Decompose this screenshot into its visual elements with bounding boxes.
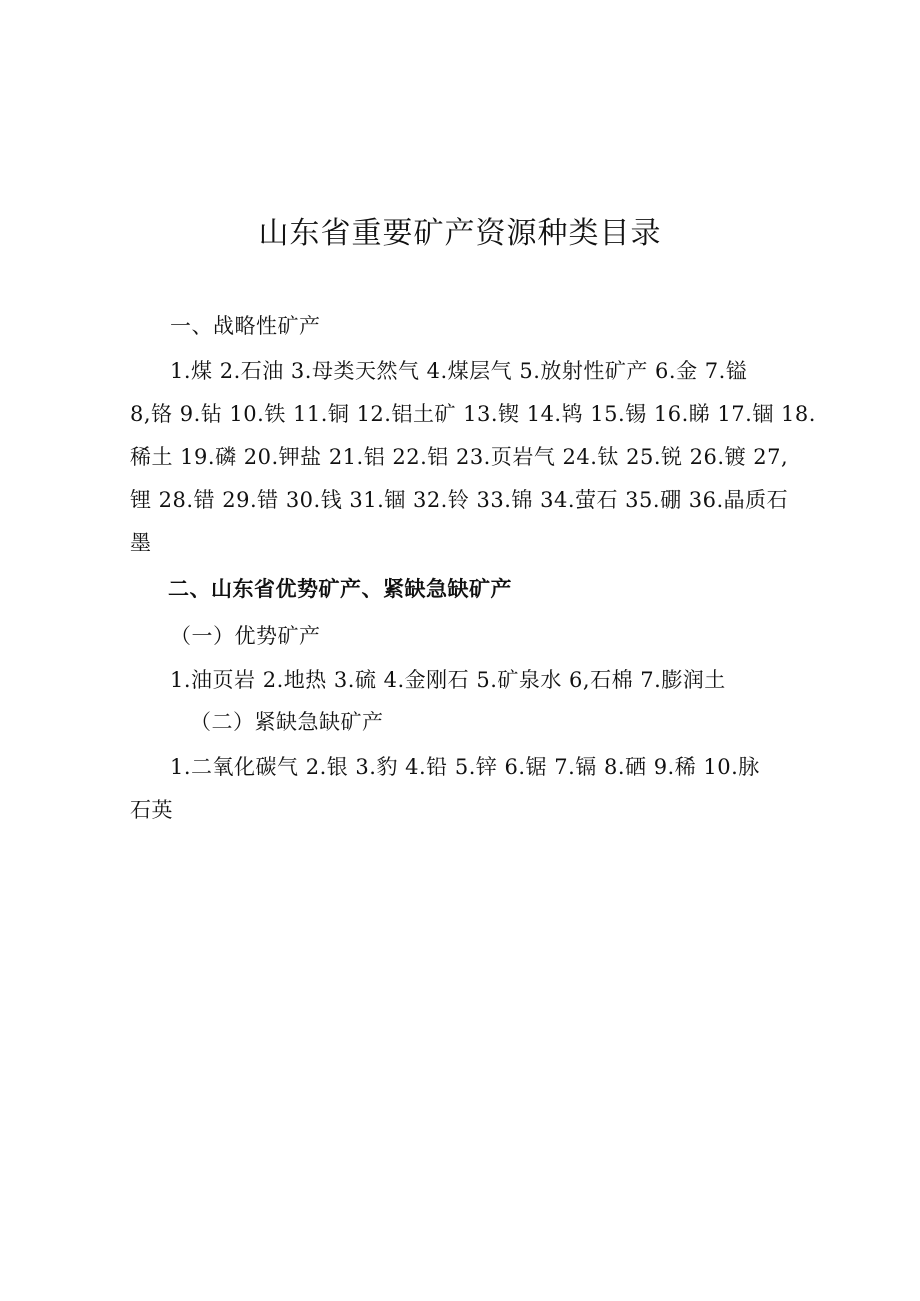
section-heading-strategic: 一、战略性矿产 [170, 314, 321, 338]
strategic-list-line: 锂 28.错 29.错 30.钱 31.锢 32.铃 33.锦 34.萤石 35.硼 36.晶质石 [130, 488, 789, 512]
strategic-list-line: 1.煤 2.石油 3.母类天然气 4.煤层气 5.放射性矿产 6.金 7.镒 [170, 359, 748, 383]
shortage-list-line: 1.二氧化碳气 2.银 3.豹 4.铅 5.锌 6.锯 7.镉 8.硒 9.稀 10.脉 [170, 755, 760, 779]
strategic-list-line: 墨 [130, 531, 152, 555]
strategic-list-line: 8,铬 9.钻 10.铁 11.铜 12.铝土矿 13.锲 14.鸨 15.锡 16.睇 17.锢 18. [130, 402, 816, 426]
subsection-heading-advantage: （一）优势矿产 [170, 624, 321, 648]
shortage-list-line: 石英 [130, 798, 173, 822]
section-heading-advantage-shortage: 二、山东省优势矿产、紧缺急缺矿产 [168, 577, 512, 601]
document-title: 山东省重要矿产资源种类目录 [258, 216, 662, 251]
advantage-list-line: 1.油页岩 2.地热 3.硫 4.金刚石 5.矿泉水 6,石棉 7.膨润土 [170, 668, 726, 692]
strategic-list-line: 稀土 19.磷 20.钾盐 21.铝 22.铝 23.页岩气 24.钛 25.锐 26.镀 27, [130, 445, 789, 469]
subsection-heading-shortage: （二）紧缺急缺矿产 [190, 710, 384, 734]
